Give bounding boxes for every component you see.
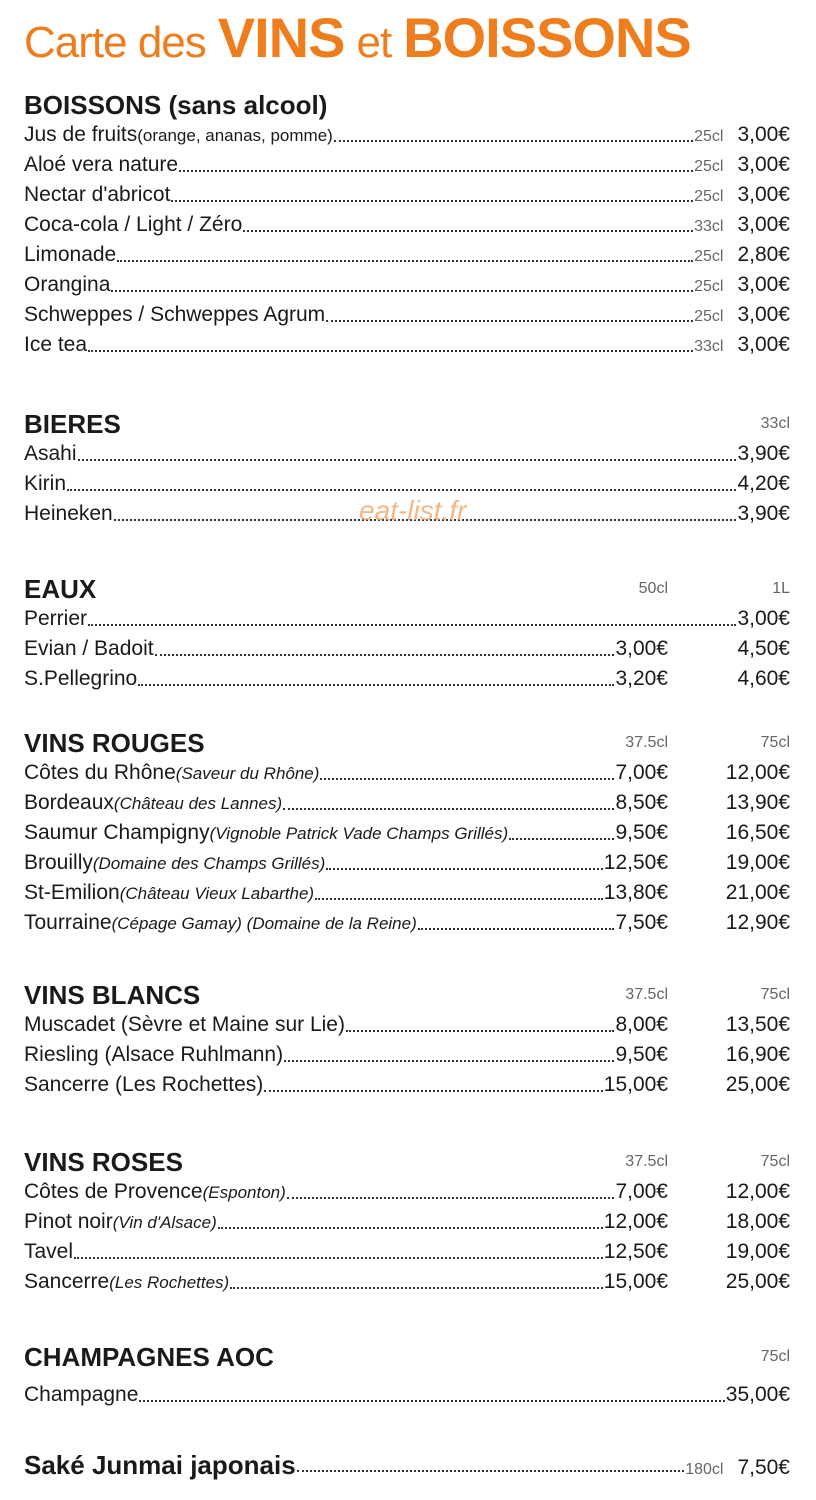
item-volume: 25cl <box>694 128 724 145</box>
section-sake <box>24 1450 790 1480</box>
item-price-small: 9,50€ <box>615 1043 668 1066</box>
item-price-large: 12,90€ <box>725 911 790 934</box>
dot-leader <box>138 684 614 686</box>
item-price: 3,00€ <box>737 273 790 296</box>
item-name: Ice tea <box>24 333 88 356</box>
item-description: (Château des Lannes) <box>113 794 283 813</box>
dot-leader <box>283 808 614 810</box>
column-header-small: 37.5cl <box>625 986 668 1003</box>
dot-leader <box>287 1197 615 1199</box>
item-description: (Domaine des Champs Grillés) <box>92 854 326 873</box>
section-vins-rouges <box>24 728 790 938</box>
item-volume: 25cl <box>694 278 724 295</box>
menu-item-row <box>24 818 790 848</box>
item-price: 4,20€ <box>737 472 790 495</box>
menu-item-row <box>24 1040 790 1070</box>
dot-leader <box>346 1030 614 1032</box>
dot-leader <box>67 489 736 491</box>
item-price-large: 4,60€ <box>737 667 790 690</box>
section-title: EAUX <box>24 574 97 604</box>
item-name: Coca-cola / Light / Zéro <box>24 213 243 236</box>
menu-item-row <box>24 270 790 300</box>
section-eaux <box>24 574 790 694</box>
column-header-small: 37.5cl <box>625 1153 668 1170</box>
menu-item-row <box>24 634 790 664</box>
item-price-small: 13,80€ <box>603 881 668 904</box>
watermark: eat-list.fr <box>359 495 467 526</box>
item-description: (Les Rochettes) <box>109 1273 230 1292</box>
section-champagnes <box>24 1342 790 1410</box>
menu-item-row <box>24 120 790 150</box>
item-price-small: 7,50€ <box>615 911 668 934</box>
item-name: Champagne <box>24 1383 139 1406</box>
item-name: S.Pellegrino <box>24 667 138 690</box>
item-price-small: 8,50€ <box>615 791 668 814</box>
item-name: Sancerre (Les Rochettes) <box>24 1073 264 1096</box>
dot-leader <box>230 1287 603 1289</box>
item-price-large: 12,00€ <box>725 1180 790 1203</box>
item-price: 3,00€ <box>737 333 790 356</box>
column-header-large: 1L <box>772 580 790 597</box>
item-price: 3,00€ <box>737 303 790 326</box>
item-name: Brouilly <box>24 851 93 874</box>
section-title: VINS ROSES <box>24 1147 183 1177</box>
item-description: (orange, ananas, pomme) <box>137 126 333 145</box>
menu-item-row <box>24 1237 790 1267</box>
item-price-large: 18,00€ <box>725 1210 790 1233</box>
menu-item-row <box>24 150 790 180</box>
section-title: VINS ROUGES <box>24 728 205 758</box>
dot-leader <box>171 200 693 202</box>
item-name: Evian / Badoit <box>24 637 154 660</box>
menu-item-row <box>24 1450 790 1480</box>
item-name: Bordeaux <box>24 791 114 814</box>
item-price: 7,50€ <box>737 1456 790 1479</box>
item-description: (Saveur du Rhône) <box>175 764 320 783</box>
menu-item-row <box>24 604 790 634</box>
item-name: Limonade <box>24 243 117 266</box>
item-name: Jus de fruits <box>24 123 138 146</box>
item-name: Sancerre <box>24 1270 110 1293</box>
item-price-large: 25,00€ <box>725 1073 790 1096</box>
item-volume: 33cl <box>694 338 724 355</box>
item-description: (Vignoble Patrick Vade Champs Grillés) <box>209 824 509 843</box>
menu-item-row <box>24 1267 790 1297</box>
dot-leader <box>284 1060 614 1062</box>
item-price-large: 13,50€ <box>725 1013 790 1036</box>
dot-leader <box>509 838 614 840</box>
item-price-large: 16,50€ <box>725 821 790 844</box>
item-price: 3,90€ <box>737 502 790 525</box>
dot-leader <box>326 320 693 322</box>
section-vins-roses <box>24 1147 790 1297</box>
dot-leader <box>111 290 693 292</box>
item-description: (Château Vieux Labarthe) <box>119 884 315 903</box>
item-price: 3,90€ <box>737 442 790 465</box>
item-volume: 180cl <box>685 1461 724 1478</box>
dot-leader <box>155 654 615 656</box>
item-name: Nectar d'abricot <box>24 183 171 206</box>
item-price-small: 15,00€ <box>603 1073 668 1096</box>
item-price-small: 7,00€ <box>615 1180 668 1203</box>
column-header-volume: 75cl <box>760 1348 790 1365</box>
item-description: (Cépage Gamay) (Domaine de la Reine) <box>111 914 417 933</box>
menu-item-row <box>24 330 790 360</box>
item-price-large: 19,00€ <box>725 851 790 874</box>
menu-item-row <box>24 1380 790 1410</box>
dot-leader <box>88 624 736 626</box>
dot-leader <box>334 140 693 142</box>
item-price: 3,00€ <box>737 123 790 146</box>
item-name: Aloé vera nature <box>24 153 179 176</box>
item-price-large: 21,00€ <box>725 881 790 904</box>
item-volume: 33cl <box>694 218 724 235</box>
item-price: 3,00€ <box>737 153 790 176</box>
item-description: (Vin d'Alsace) <box>112 1213 217 1232</box>
item-name: Perrier <box>24 607 88 630</box>
item-name: Saumur Champigny <box>24 821 210 844</box>
item-name: Tourraine <box>24 911 112 934</box>
menu-item-row <box>24 1207 790 1237</box>
section-title: BOISSONS (sans alcool) <box>24 90 328 120</box>
title-part-et: et <box>356 18 392 67</box>
item-name: Schweppes / Schweppes Agrum <box>24 303 326 326</box>
dot-leader <box>78 459 737 461</box>
column-header-large: 75cl <box>760 734 790 751</box>
menu-item-row <box>24 240 790 270</box>
item-price-small: 3,20€ <box>615 667 668 690</box>
dot-leader <box>74 1257 603 1259</box>
menu-item-row <box>24 1070 790 1100</box>
item-name: Heineken <box>24 502 113 525</box>
dot-leader <box>264 1090 602 1092</box>
item-price-large: 25,00€ <box>725 1270 790 1293</box>
item-price: 3,00€ <box>737 183 790 206</box>
dot-leader <box>179 170 693 172</box>
item-volume: 25cl <box>694 308 724 325</box>
item-price-small: 12,50€ <box>603 851 668 874</box>
menu-item-row <box>24 180 790 210</box>
menu-title <box>24 6 691 85</box>
section-title: CHAMPAGNES AOC <box>24 1342 274 1372</box>
item-name: Asahi <box>24 442 77 465</box>
title-part-boissons: BOISSONS <box>403 6 691 69</box>
item-name: Côtes du Rhône <box>24 761 176 784</box>
dot-leader <box>297 1470 685 1472</box>
section-title: VINS BLANCS <box>24 980 201 1010</box>
item-price-small: 3,00€ <box>615 637 668 660</box>
dot-leader <box>315 898 603 900</box>
dot-leader <box>243 230 693 232</box>
item-price-small: 9,50€ <box>615 821 668 844</box>
item-price-small: 12,00€ <box>603 1210 668 1233</box>
item-price: 2,80€ <box>737 243 790 266</box>
menu-item-row <box>24 758 790 788</box>
item-description: (Esponton) <box>202 1183 286 1202</box>
item-volume: 25cl <box>694 188 724 205</box>
menu-item-row <box>24 848 790 878</box>
item-price-small: 12,50€ <box>603 1240 668 1263</box>
column-header-small: 37.5cl <box>625 734 668 751</box>
item-name: Kirin <box>24 472 67 495</box>
dot-leader <box>139 1400 724 1402</box>
item-name: Riesling (Alsace Ruhlmann) <box>24 1043 284 1066</box>
title-part-vins: VINS <box>217 6 345 69</box>
item-volume: 25cl <box>694 158 724 175</box>
item-price-large: 3,00€ <box>737 607 790 630</box>
item-price: 35,00€ <box>725 1383 790 1406</box>
dot-leader <box>88 350 693 352</box>
menu-item-row <box>24 908 790 938</box>
item-name: Muscadet (Sèvre et Maine sur Lie) <box>24 1013 345 1036</box>
item-price-small: 15,00€ <box>603 1270 668 1293</box>
menu-item-row <box>24 878 790 908</box>
item-price-large: 16,90€ <box>725 1043 790 1066</box>
section-vins-blancs <box>24 980 790 1100</box>
item-volume: 25cl <box>694 248 724 265</box>
menu-item-row <box>24 439 790 469</box>
menu-item-row <box>24 664 790 694</box>
section-title: BIERES <box>24 409 121 439</box>
column-header-volume: 33cl <box>760 415 790 432</box>
column-header-small: 50cl <box>638 580 668 597</box>
dot-leader <box>418 928 615 930</box>
menu-item-row <box>24 1010 790 1040</box>
item-name: Côtes de Provence <box>24 1180 203 1203</box>
column-header-large: 75cl <box>760 986 790 1003</box>
column-header-large: 75cl <box>760 1153 790 1170</box>
item-price-small: 7,00€ <box>615 761 668 784</box>
menu-item-row <box>24 210 790 240</box>
dot-leader <box>218 1227 603 1229</box>
item-price-large: 19,00€ <box>725 1240 790 1263</box>
item-price: 3,00€ <box>737 213 790 236</box>
menu-item-row <box>24 300 790 330</box>
dot-leader <box>326 868 603 870</box>
item-name: St-Emilion <box>24 881 120 904</box>
title-part-carte-des: Carte des <box>24 18 206 67</box>
item-name: Saké Junmai japonais <box>24 1450 296 1480</box>
item-price-large: 13,90€ <box>725 791 790 814</box>
item-name: Tavel <box>24 1240 74 1263</box>
menu-item-row <box>24 1177 790 1207</box>
dot-leader <box>320 778 614 780</box>
item-name: Pinot noir <box>24 1210 113 1233</box>
section-boissons <box>24 90 790 360</box>
item-price-large: 4,50€ <box>737 637 790 660</box>
item-price-large: 12,00€ <box>725 761 790 784</box>
item-price-small: 8,00€ <box>615 1013 668 1036</box>
dot-leader <box>117 260 693 262</box>
item-name: Orangina <box>24 273 111 296</box>
menu-item-row <box>24 788 790 818</box>
